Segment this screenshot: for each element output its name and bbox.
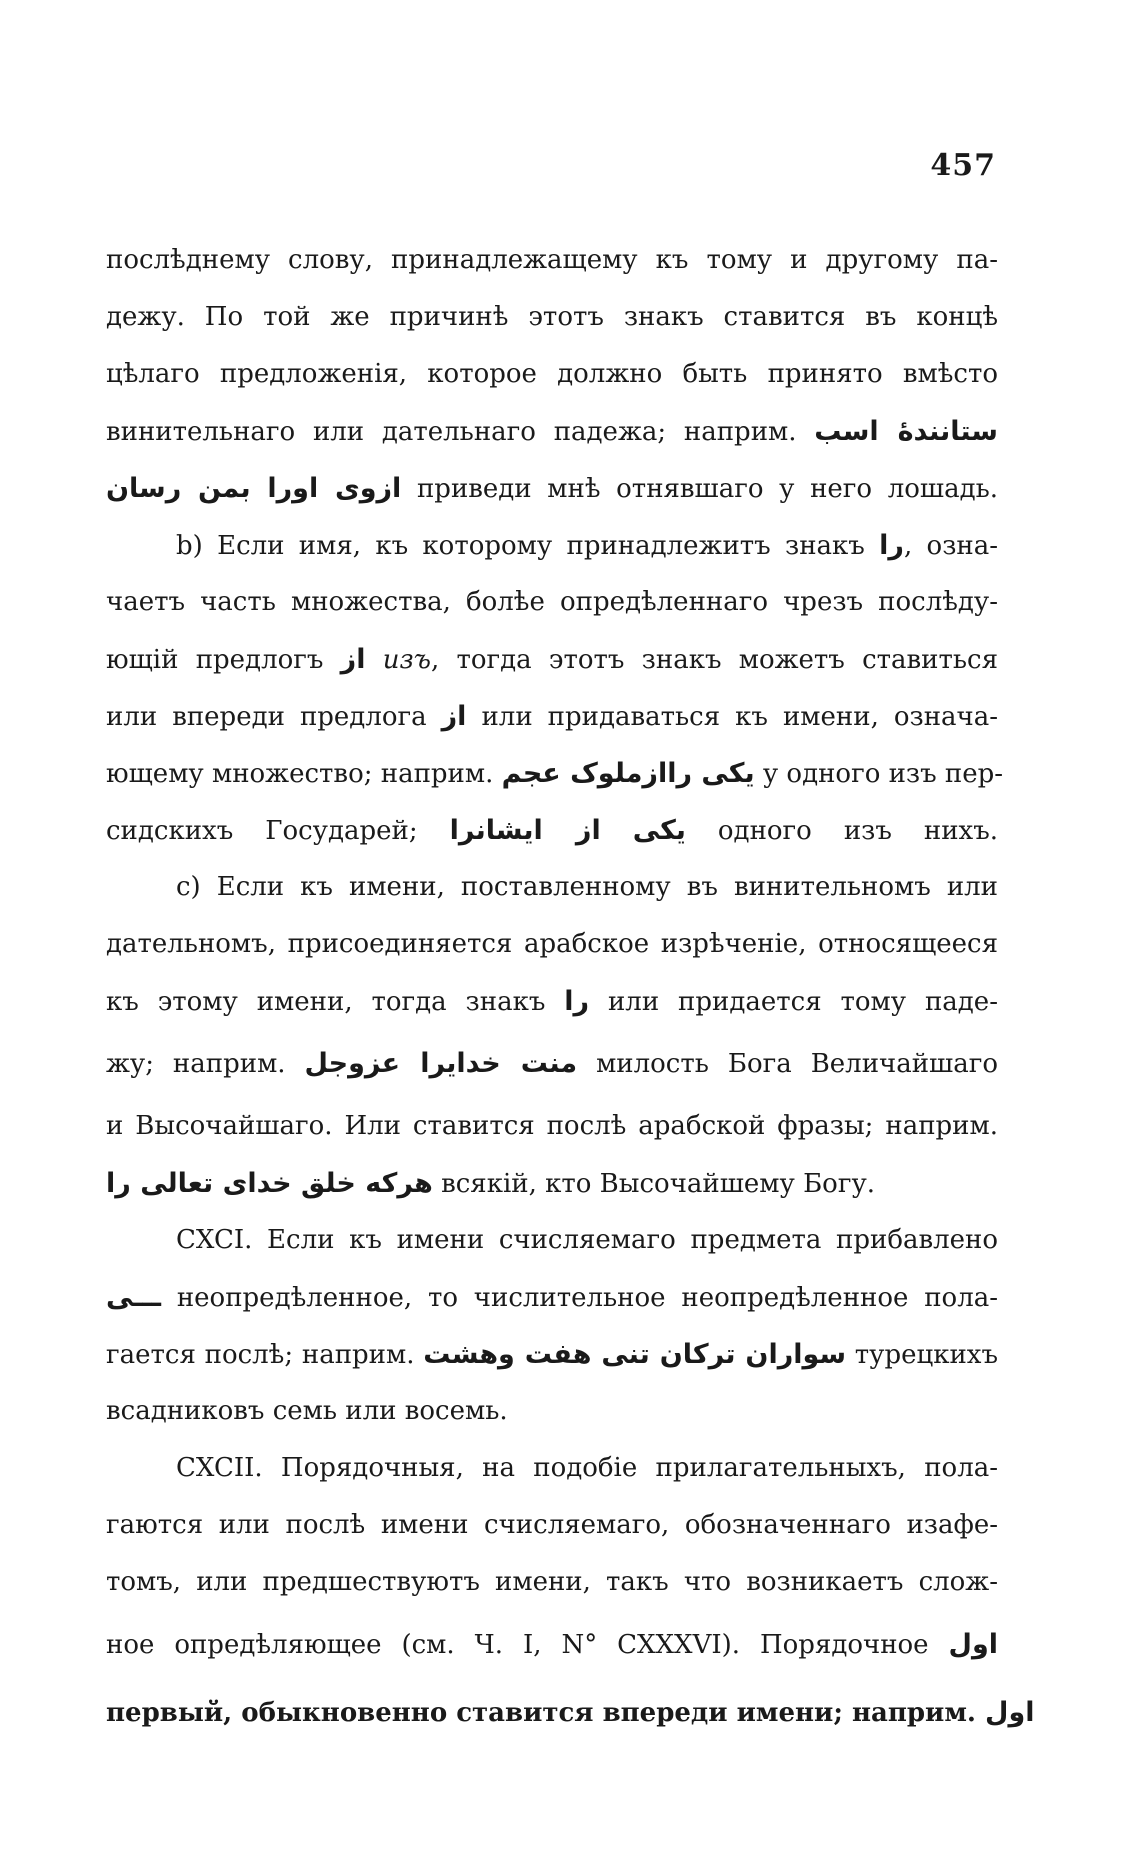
text-line (106, 1326, 998, 1383)
text-segment: b) Если имя, къ которому принадлежитъ знакъ (176, 531, 880, 561)
arabic-phrase: ـــی (106, 1282, 162, 1313)
text-line (106, 517, 998, 574)
text-segment: жу; наприм. (106, 1049, 305, 1079)
page-text (106, 232, 1035, 1747)
arabic-phrase: اول (985, 1697, 1035, 1728)
text-segment: всякій, кто Высочайшему Богу. (432, 1169, 876, 1199)
text-line (106, 802, 998, 859)
text-segment: ющему множество; наприм. (106, 759, 502, 789)
text-line (106, 916, 998, 973)
text-segment: къ этому имени, тогда знакъ (106, 987, 565, 1017)
arabic-phrase: از (340, 644, 366, 675)
arabic-phrase: از (441, 701, 467, 732)
text-line (106, 688, 998, 745)
text-segment: чаетъ часть множества, болѣе опредѣленнаго чрезъ послѣду- (106, 587, 998, 617)
text-segment: цѣлаго предложенія, которое должно быть принято вмѣсто (106, 359, 998, 389)
text-segment: томъ, или предшествуютъ имени, такъ что возникаетъ слож- (106, 1567, 998, 1597)
text-line (106, 1611, 998, 1679)
arabic-phrase: ستانندهٔ اسب (814, 416, 998, 447)
text-segment: дежу. По той же причинѣ этотъ знакъ ставится въ концѣ (106, 302, 998, 332)
text-line (106, 859, 998, 916)
text-segment: или придается тому паде- (589, 987, 998, 1017)
text-segment: CXCI. Если къ имени счисляемаго предмета прибавлено (176, 1225, 998, 1255)
arabic-phrase: منت خدایرا عزوجل (304, 1048, 578, 1079)
text-segment: и Высочайшаго. Или ставится послѣ арабской фразы; наприм. (106, 1111, 998, 1141)
text-line (106, 631, 998, 688)
text-segment: CXCII. Порядочныя, на подобіе прилагательныхъ, пола- (176, 1453, 998, 1483)
text-segment: у одного изъ пер- (754, 759, 1004, 789)
text-line (106, 1030, 998, 1098)
text-segment: гается послѣ; наприм. (106, 1340, 424, 1370)
italic-word: изъ (365, 645, 431, 675)
text-line (106, 1212, 998, 1269)
text-line (106, 346, 998, 403)
text-line (106, 232, 998, 289)
text-segment (601, 816, 633, 846)
text-segment: сидскихъ Государей; (106, 816, 450, 846)
text-line (106, 1679, 1035, 1747)
text-line (106, 1098, 998, 1155)
text-segment: послѣднему слову, принадлежащему къ тому и другому па- (106, 245, 998, 275)
arabic-phrase: را (564, 986, 590, 1017)
text-segment: , озна- (903, 531, 998, 561)
text-line (106, 1554, 998, 1611)
text-segment: c) Если къ имени, поставленному въ винительномъ или (176, 872, 998, 902)
text-segment: первый, обыкновенно ставится впереди имени; наприм. (106, 1698, 986, 1728)
text-line (106, 745, 1004, 802)
text-line (106, 1155, 998, 1212)
text-line (106, 1497, 998, 1554)
text-segment: ющій предлогъ (106, 645, 341, 675)
text-segment: неопредѣленное, то числительное неопредѣленное пола- (161, 1283, 998, 1313)
text-line (106, 973, 998, 1030)
text-segment: ное опредѣляющее (см. Ч. I, N° CXXXVI). Порядочное (106, 1630, 949, 1660)
arabic-phrase: را (879, 530, 904, 561)
text-segment: винительнаго или дательнаго падежа; наприм. (106, 417, 815, 447)
text-segment: одного изъ нихъ. (685, 816, 998, 846)
text-line (106, 289, 998, 346)
arabic-phrase: اول (948, 1629, 998, 1660)
text-line (106, 1440, 998, 1497)
text-line (106, 460, 998, 517)
text-line (106, 1383, 998, 1440)
arabic-phrase: ازوی اورا بمن رسان (106, 473, 402, 504)
text-line (106, 574, 998, 631)
text-segment: турецкихъ (846, 1340, 998, 1370)
arabic-phrase: یکی (632, 815, 686, 846)
arabic-phrase: از ایشانرا (449, 815, 601, 846)
text-line (106, 403, 998, 460)
text-line (106, 1269, 998, 1326)
text-segment: дательномъ, присоединяется арабское изрѣченіе, относящееся (106, 929, 998, 959)
text-segment: или придаваться къ имени, означа- (466, 702, 998, 732)
text-segment: всадниковъ семь или восемь. (106, 1396, 508, 1426)
text-segment: гаются или послѣ имени счисляемаго, обозначеннаго изафе- (106, 1510, 998, 1540)
text-segment: или впереди предлога (106, 702, 442, 732)
arabic-phrase: هرکه خلق خدای تعالی را (106, 1168, 433, 1199)
arabic-phrase: یکی راازملوک عجم (501, 758, 755, 789)
text-segment: , тогда этотъ знакъ можетъ ставиться (430, 645, 999, 675)
text-segment: приведи мнѣ отнявшаго у него лошадь. (401, 474, 998, 504)
text-segment: милость Бога Величайшаго (577, 1049, 998, 1079)
page-number: 457 (930, 148, 996, 183)
arabic-phrase: سواران ترکان تنی هفت وهشت (423, 1339, 847, 1370)
